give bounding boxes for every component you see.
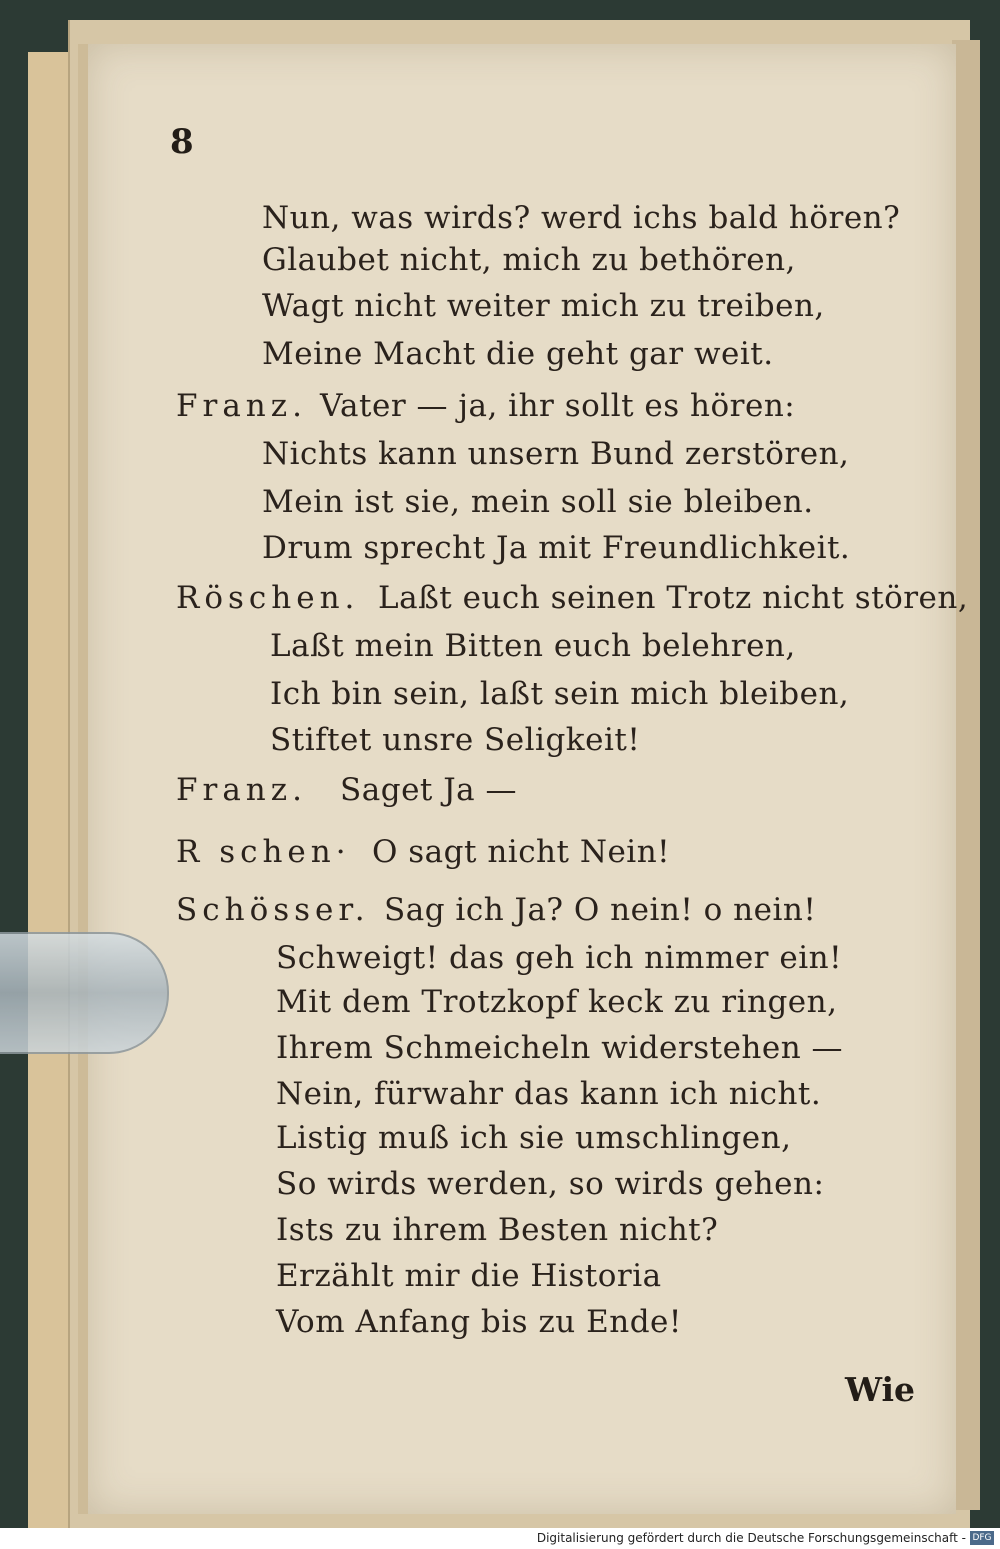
verse-line: Glaubet nicht, mich zu bethören, <box>262 242 796 278</box>
glass-weight-clip <box>0 932 169 1054</box>
verse-line: Listig muß ich sie umschlingen, <box>276 1120 792 1156</box>
verse-line: Vom Anfang bis zu Ende! <box>276 1304 682 1340</box>
speaker-name: Franz. <box>176 388 307 424</box>
right-page-edge <box>952 40 980 1510</box>
verse-line: So wirds werden, so wirds gehen: <box>276 1166 825 1202</box>
verse-line: Mein ist sie, mein soll sie bleiben. <box>262 484 814 520</box>
verse-line: Vater — ja, ihr sollt es hören: <box>320 388 796 424</box>
verse-line: Stiftet unsre Seligkeit! <box>270 722 641 758</box>
verse-line: Saget Ja — <box>340 772 517 808</box>
speaker-name: Schösser. <box>176 892 370 928</box>
verse-line: Laßt mein Bitten euch belehren, <box>270 628 796 664</box>
verse-line: Schweigt! das geh ich nimmer ein! <box>276 940 843 976</box>
verse-line: Nun, was wirds? werd ichs bald hören? <box>262 200 901 236</box>
verse-line: Wagt nicht weiter mich zu treiben, <box>262 288 825 324</box>
speaker-name: R schen· <box>176 834 351 870</box>
verse-line: Mit dem Trotzkopf keck zu ringen, <box>276 984 838 1020</box>
verse-line: Drum sprecht Ja mit Freundlichkeit. <box>262 530 851 566</box>
verse-line: Nein, fürwahr das kann ich nicht. <box>276 1076 822 1112</box>
verse-line: Ihrem Schmeicheln widerstehen — <box>276 1030 844 1066</box>
page-number: 8 <box>170 122 194 162</box>
verse-line: Erzählt mir die Historia <box>276 1258 662 1294</box>
verse-line: Nichts kann unsern Bund zerstören, <box>262 436 850 472</box>
verse-line: O sagt nicht Nein! <box>372 834 671 870</box>
verse-line: Laßt euch seinen Trotz nicht stören, <box>378 580 969 616</box>
speaker-name: Röschen. <box>176 580 360 616</box>
dfg-logo: DFG <box>970 1531 994 1545</box>
verse-line: Meine Macht die geht gar weit. <box>262 336 774 372</box>
catchword: Wie <box>845 1370 916 1409</box>
digitization-credit: Digitalisierung gefördert durch die Deutsche Forschungsgemeinschaft - <box>0 1528 1000 1549</box>
speaker-name: Franz. <box>176 772 307 808</box>
verse-line: Sag ich Ja? O nein! o nein! <box>384 892 817 928</box>
verse-line: Ich bin sein, laßt sein mich bleiben, <box>270 676 850 712</box>
verse-line: Ists zu ihrem Besten nicht? <box>276 1212 719 1248</box>
